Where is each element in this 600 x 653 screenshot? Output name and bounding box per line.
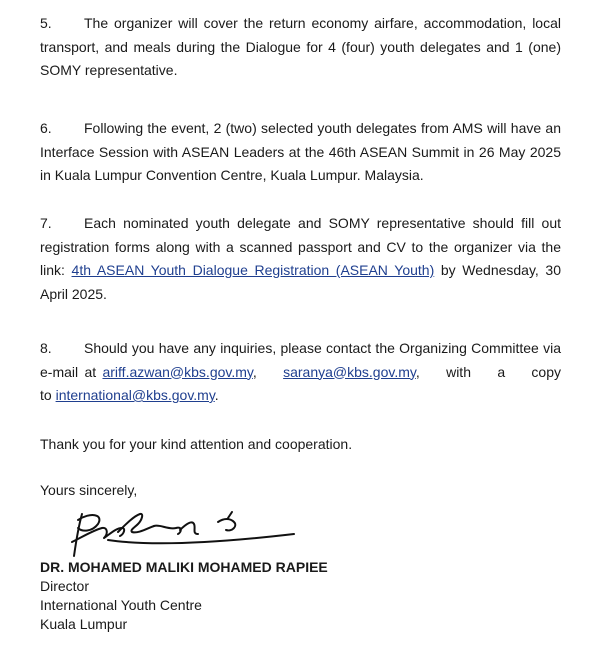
paragraph-text-after: by Wednesday, 30 April 2025.: [40, 262, 562, 302]
paragraph-number: 8.: [40, 340, 52, 356]
email-link-ariff[interactable]: ariff.azwan@kbs.gov.my: [102, 363, 253, 380]
signatory-organization: International Youth Centre: [40, 597, 202, 613]
paragraph-number: 6.: [40, 120, 52, 136]
closing-sincerely: Yours sincerely,: [40, 482, 138, 498]
handwritten-signature: [68, 506, 298, 558]
email-link-international[interactable]: international@kbs.gov.my: [55, 387, 215, 403]
paragraph-text: Each nominated youth delegate and SOMY representative should fill out registration forms along with a scanned passport and CV to the organizer via the link:: [40, 215, 561, 278]
signatory-title: Director: [40, 578, 90, 594]
paragraph-7: [40, 212, 561, 306]
paragraph-6: [40, 117, 561, 188]
paragraph-text: Should you have any inquiries, please contact the Organizing Committee via e-mail at: [40, 340, 561, 380]
email-link-saranya[interactable]: saranya@kbs.gov.my: [283, 363, 416, 380]
paragraph-number: 7.: [40, 215, 52, 231]
registration-link[interactable]: 4th ASEAN Youth Dialogue Registration (ASEAN Youth): [71, 262, 435, 278]
closing-thanks: Thank you for your kind attention and cooperation.: [40, 436, 353, 452]
paragraph-number: 5.: [40, 15, 52, 31]
paragraph-5: [40, 12, 561, 83]
paragraph-text: The organizer will cover the return economy airfare, accommodation, local transport, and meals during the Dialogue for 4 (four) youth delegates and 1 (one) SOMY representative.: [40, 15, 561, 78]
paragraph-text-mid: , with a copy to: [40, 363, 562, 403]
paragraph-text: Following the event, 2 (two) selected youth delegates from AMS will have an Interface Session with ASEAN Leaders at the 46th ASEAN Summit in 26 May 2025 in Kuala Lumpur Convention Centre, Kuala Lumpur. Malaysia.: [40, 120, 561, 183]
paragraph-text-end: .: [214, 387, 219, 403]
paragraph-8: [40, 337, 561, 408]
email-separator: ,: [252, 363, 257, 380]
signatory-name: DR. MOHAMED MALIKI MOHAMED RAPIEE: [40, 559, 328, 575]
signatory-location: Kuala Lumpur: [40, 616, 128, 632]
